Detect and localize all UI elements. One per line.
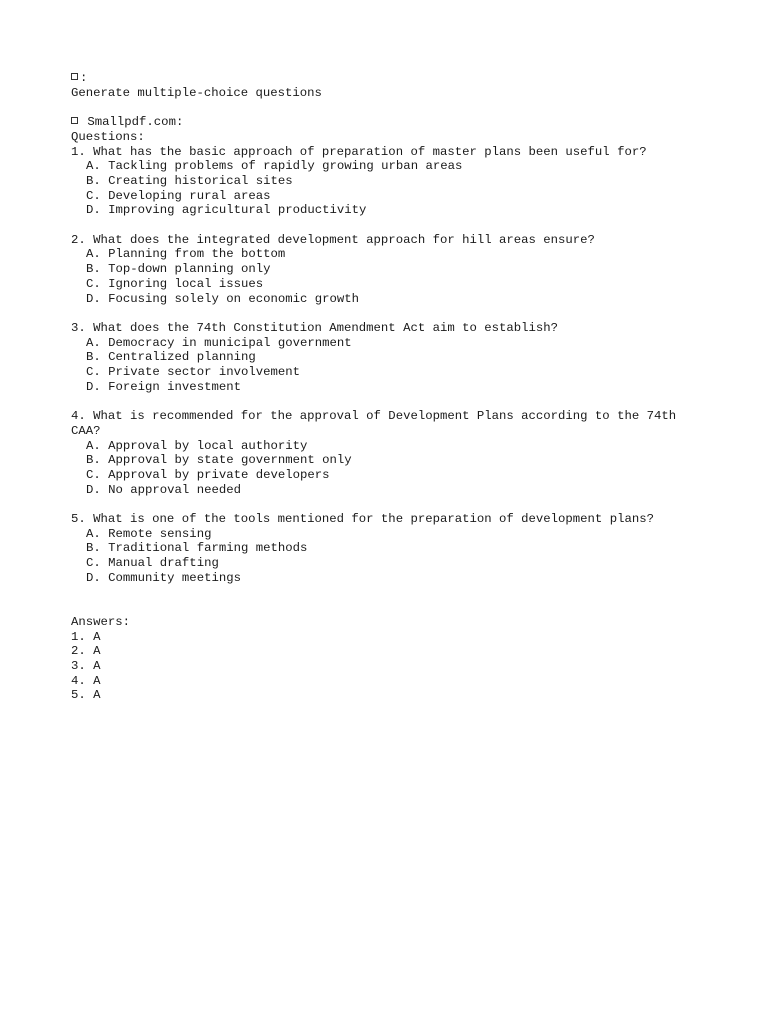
- prompt-text: Generate multiple-choice questions: [71, 85, 322, 100]
- question-text: 3. What does the 74th Constitution Amendment Act aim to establish?: [71, 320, 559, 335]
- questions-heading: Questions:: [71, 129, 145, 144]
- option-c: C. Ignoring local issues: [86, 276, 264, 291]
- option-d: D. No approval needed: [86, 482, 241, 497]
- source-label: Smallpdf.com:: [87, 115, 184, 130]
- answer-item: 1. A: [71, 629, 101, 644]
- option-c: C. Approval by private developers: [86, 467, 330, 482]
- option-a: A. Approval by local authority: [86, 438, 308, 453]
- spacer: [71, 394, 731, 409]
- document-page: [71, 71, 731, 703]
- option-d: D. Focusing solely on economic growth: [86, 291, 360, 306]
- option-b: B. Traditional farming methods: [86, 541, 308, 556]
- question-block: [71, 512, 731, 586]
- option-d: D. Foreign investment: [86, 379, 241, 394]
- question-block: [71, 233, 731, 307]
- answers-heading: Answers:: [71, 614, 131, 629]
- option-b: B. Creating historical sites: [86, 173, 293, 188]
- option-b: B. Approval by state government only: [86, 453, 352, 468]
- answer-item: 2. A: [71, 644, 101, 659]
- spacer: [71, 100, 731, 115]
- question-block: [71, 409, 731, 497]
- spacer: [71, 218, 731, 233]
- option-a: A. Remote sensing: [86, 526, 212, 541]
- source-line: [71, 115, 731, 130]
- header-suffix: :: [80, 71, 88, 85]
- option-d: D. Improving agricultural productivity: [86, 203, 367, 218]
- question-text: 4. What is recommended for the approval of Development Plans according to the 74th CAA?: [71, 409, 684, 438]
- header-line: [71, 71, 731, 86]
- spacer: [71, 497, 731, 512]
- option-b: B. Top-down planning only: [86, 262, 271, 277]
- option-c: C. Private sector involvement: [86, 365, 301, 380]
- question-text: 2. What does the integrated development approach for hill areas ensure?: [71, 232, 595, 247]
- spacer: [71, 586, 731, 615]
- option-a: A. Planning from the bottom: [86, 247, 286, 262]
- answer-item: 5. A: [71, 688, 101, 703]
- option-c: C. Manual drafting: [86, 556, 219, 571]
- box-icon: [71, 117, 78, 124]
- question-text: 1. What has the basic approach of preparation of master plans been useful for?: [71, 144, 647, 159]
- option-b: B. Centralized planning: [86, 350, 256, 365]
- question-block: [71, 145, 731, 219]
- question-text: 5. What is one of the tools mentioned for the preparation of development plans?: [71, 512, 654, 527]
- option-d: D. Community meetings: [86, 570, 241, 585]
- option-a: A. Tackling problems of rapidly growing urban areas: [86, 159, 463, 174]
- option-c: C. Developing rural areas: [86, 188, 271, 203]
- box-icon: [71, 73, 78, 80]
- question-block: [71, 321, 731, 395]
- option-a: A. Democracy in municipal government: [86, 335, 352, 350]
- spacer: [71, 306, 731, 321]
- answer-item: 4. A: [71, 673, 101, 688]
- answer-item: 3. A: [71, 659, 101, 674]
